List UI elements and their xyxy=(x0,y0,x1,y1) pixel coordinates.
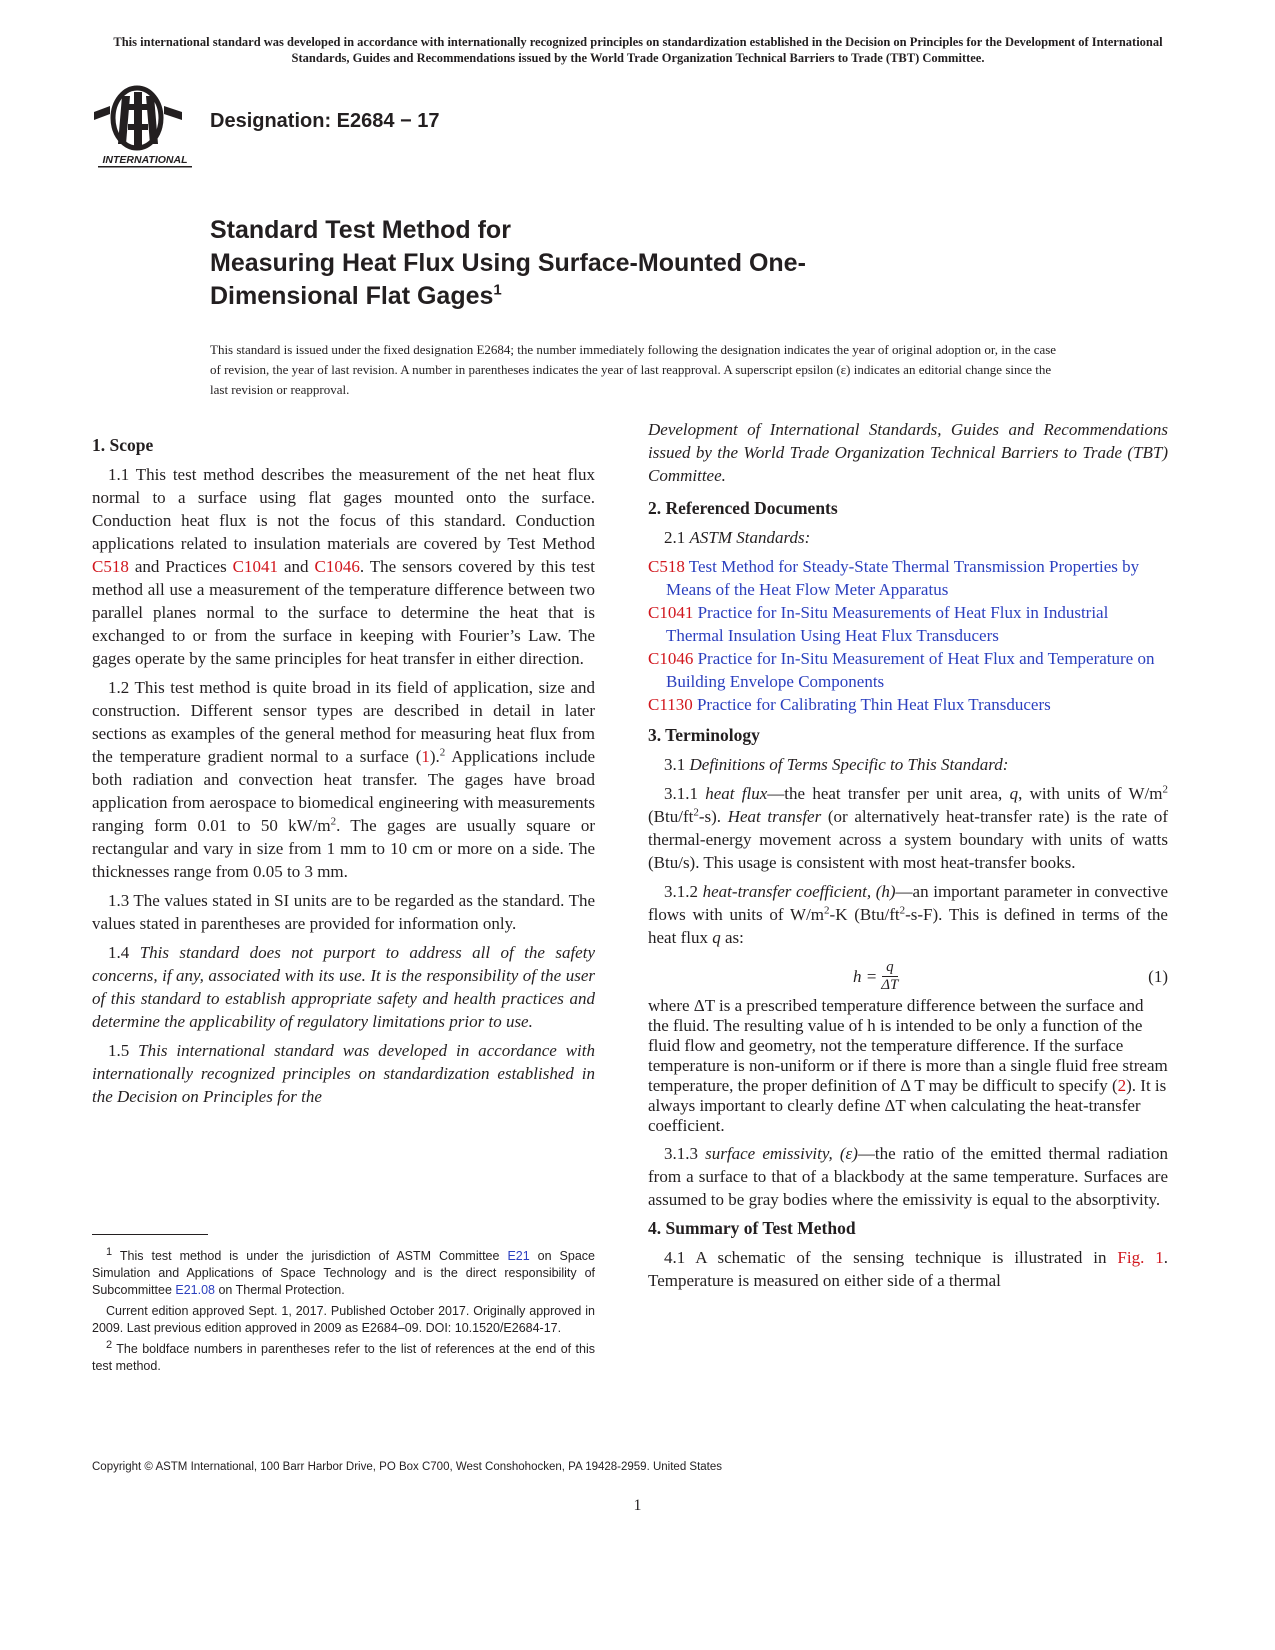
ref-item xyxy=(648,647,1168,693)
title-line-2: Measuring Heat Flux Using Surface-Mounted One- xyxy=(210,249,806,277)
ref-item xyxy=(648,555,1168,601)
equation-body xyxy=(853,959,898,994)
paragraph-3-1-3: 3.1.3 surface emissivity, (ε)—the ratio of the emitted thermal radiation from a surface to that of a blackbody at the same temperature. Surfaces are assumed to be gray bodies where the emissivity is equal to the absorptivity. xyxy=(648,1144,1168,1209)
ref-code-c1041[interactable]: C1041 xyxy=(648,603,694,622)
title-footnote-mark: 1 xyxy=(493,281,502,299)
paragraph-4-1: 4.1 A schematic of the sensing technique is illustrated in Fig. 1. Temperature is measured on either side of a thermal xyxy=(648,1248,1168,1290)
page-title xyxy=(210,214,970,313)
title-line-3-text: Dimensional Flat Gages xyxy=(210,282,494,310)
equation-denominator: ΔT xyxy=(881,977,899,993)
logo-text: INTERNATIONAL xyxy=(102,154,188,166)
page-number: 1 xyxy=(633,1497,642,1514)
equation-numerator: q xyxy=(882,959,898,977)
link-e21[interactable]: E21 xyxy=(507,1249,530,1263)
issue-note: This standard is issued under the fixed designation E2684; the number immediately following the designation indicates the year of original adoption or, in the case of revision, the year of last revision. A number in parentheses indicates the year of last reapproval. A superscript epsilon (ε) indicates an editorial change since the last revision or reapproval. xyxy=(210,342,1057,397)
section-heading-summary: 4. Summary of Test Method xyxy=(648,1218,856,1238)
ref-item xyxy=(648,601,1168,647)
ref-link-c518[interactable]: C518 xyxy=(92,557,129,576)
title-line-3 xyxy=(210,280,970,313)
subheading-astm-standards: 2.1 ASTM Standards: xyxy=(664,528,811,547)
link-e21-08[interactable]: E21.08 xyxy=(175,1283,215,1297)
section-heading-referenced: 2. Referenced Documents xyxy=(648,498,838,518)
paragraph-3-1-1: 3.1.1 heat flux—the heat transfer per unit area, q, with units of $W/m^2$ $(Btu/ft^2-s)$. Heat transfer (or alternatively heat-transfer rate) is the rate of thermal-energy movement across a system boundary with units of watts (Btu/s). This usage is consistent with most heat-transfer books. xyxy=(648,783,1169,872)
astm-logo xyxy=(92,84,200,176)
ref-title-c1041[interactable]: Practice for In-Situ Measurements of Heat Flux in Industrial Thermal Insulation Using Heat Flux Transducers xyxy=(666,603,1109,645)
ref-link-c1046[interactable]: C1046 xyxy=(314,557,360,576)
right-column xyxy=(648,420,1169,1298)
footnote-1: $^1$ This test method is under the jurisdiction of ASTM Committee E21 on Space Simulation and Applications of Space Technology and is the direct responsibility of Subcommittee E21.08 on Thermal Protection. xyxy=(92,1245,595,1297)
paragraph-1-3: 1.3 The values stated in SI units are to be regarded as the standard. The values stated in parentheses are provided for information only. xyxy=(92,891,595,933)
footnote-rule xyxy=(92,1234,208,1235)
ref-link-1[interactable]: 1 xyxy=(421,747,430,766)
ref-title-c1130[interactable]: Practice for Calibrating Thin Heat Flux Transducers xyxy=(696,695,1051,714)
equation-label: (1) xyxy=(1148,967,1168,986)
paragraph-3-1: 3.1 Definitions of Terms Specific to This Standard: xyxy=(664,755,1009,774)
ref-code-c518[interactable]: C518 xyxy=(648,557,685,576)
ref-link-c1041[interactable]: C1041 xyxy=(232,557,278,576)
referenced-list xyxy=(648,555,1168,716)
paragraph-1-1: 1.1 This test method describes the measurement of the net heat flux normal to a surface using flat gages mounted onto the surface. Conduction heat flux is not the focus of this standard. Conduction applications related to insulation materials are covered by Test Method C518 and Practices C1041 and C1046. The sensors covered by this test method all use a measurement of the temperature difference between two parallel planes normal to the surface to determine the heat that is exchanged to or from the surface in keeping with Fourier’s Law. The gages operate by the same principles for heat transfer in either direction. xyxy=(92,465,596,668)
ref-item xyxy=(648,693,1168,716)
section-heading-terminology: 3. Terminology xyxy=(648,725,760,745)
designation: Designation: E2684 − 17 xyxy=(210,110,440,132)
paragraph-1-2: 1.2 This test method is quite broad in its field of application, size and construction. Different sensor types are described in detail in later sections as examples of the general method for measuring heat flux from the temperature gradient normal to a surface (1).$^2$ Applications include both radiation and convection heat transfer. The gages have broad application from aerospace to biomedical engineering with measurements ranging form 0.01 to 50 $kW/m^2$. The gages are usually square or rectangular and vary in size from 1 mm to 10 cm or more on a side. The thicknesses range from 0.05 to 3 mm. xyxy=(92,678,596,881)
section-heading-scope: 1. Scope xyxy=(92,435,154,455)
ref-title-c518[interactable]: Test Method for Steady-State Thermal Transmission Properties by Means of the Heat Flow Meter Apparatus xyxy=(666,557,1140,599)
ref-title-c1046[interactable]: Practice for In-Situ Measurement of Heat Flux and Temperature on Building Envelope Components xyxy=(666,649,1155,691)
paragraph-1-5-continued: Development of International Standards, Guides and Recommendations issued by the World Trade Organization Technical Barriers to Trade (TBT) Committee. xyxy=(648,420,1168,485)
equation-1 xyxy=(648,959,1168,994)
paragraph-3-1-2: 3.1.2 heat-transfer coefficient, (h)—an important parameter in convective flows with units of $W/m^2-K$ $(Btu/ft^2-s-F)$. This is defined in terms of the heat flux q as: xyxy=(648,882,1169,947)
equation-lhs: h = xyxy=(853,967,878,986)
copyright: Copyright © ASTM International, 100 Barr Harbor Drive, PO Box C700, West Conshohocken, PA 19428-2959. United States xyxy=(92,1461,723,1473)
paragraph-1-5: 1.5 This international standard was developed in accordance with internationally recognized principles on standardization established in the Decision on Principles for the xyxy=(92,1041,595,1106)
footnote-2: $^2$ The boldface numbers in parentheses refer to the list of references at the end of this test method. xyxy=(92,1338,595,1373)
left-column xyxy=(92,428,595,1114)
equation-fraction xyxy=(881,959,898,994)
title-line-1: Standard Test Method for xyxy=(210,216,511,244)
paragraph-3-1-2-continued: where ΔT is a prescribed temperature difference between the surface and the fluid. The resulting value of h is intended to be only a function of the fluid flow and geometry, not the temperature difference. If the surface temperature is non-uniform or if there is more than a single fluid free stream temperature, the proper definition of Δ T may be difficult to specify (2). It is always important to clearly define ΔT when calculating the heat-transfer coefficient. xyxy=(648,996,1168,1135)
ref-link-2[interactable]: 2 xyxy=(1117,1076,1127,1095)
ref-code-c1046[interactable]: C1046 xyxy=(648,649,694,668)
paragraph-1-4: 1.4 This standard does not purport to address all of the safety concerns, if any, associated with its use. It is the responsibility of the user of this standard to establish appropriate safety and health practices and determine the applicability of regulatory limitations prior to use. xyxy=(92,943,595,1031)
fig-link-1[interactable]: Fig. 1 xyxy=(1117,1248,1164,1267)
footnote-edition: Current edition approved Sept. 1, 2017. Published October 2017. Originally approved in 2009. Last previous edition approved in 2009 as E2684–09. DOI: 10.1520/E2684-17. xyxy=(92,1304,595,1335)
top-notice: This international standard was developed in accordance with internationally recognized principles on standardization established in the Decision on Principles for the Development of International Standards, Guides and Recommendations issued by the World Trade Organization Technical Barriers to Trade (TBT) Committee. xyxy=(113,35,1163,65)
footnotes xyxy=(92,1245,595,1379)
ref-code-c1130[interactable]: C1130 xyxy=(648,695,693,714)
